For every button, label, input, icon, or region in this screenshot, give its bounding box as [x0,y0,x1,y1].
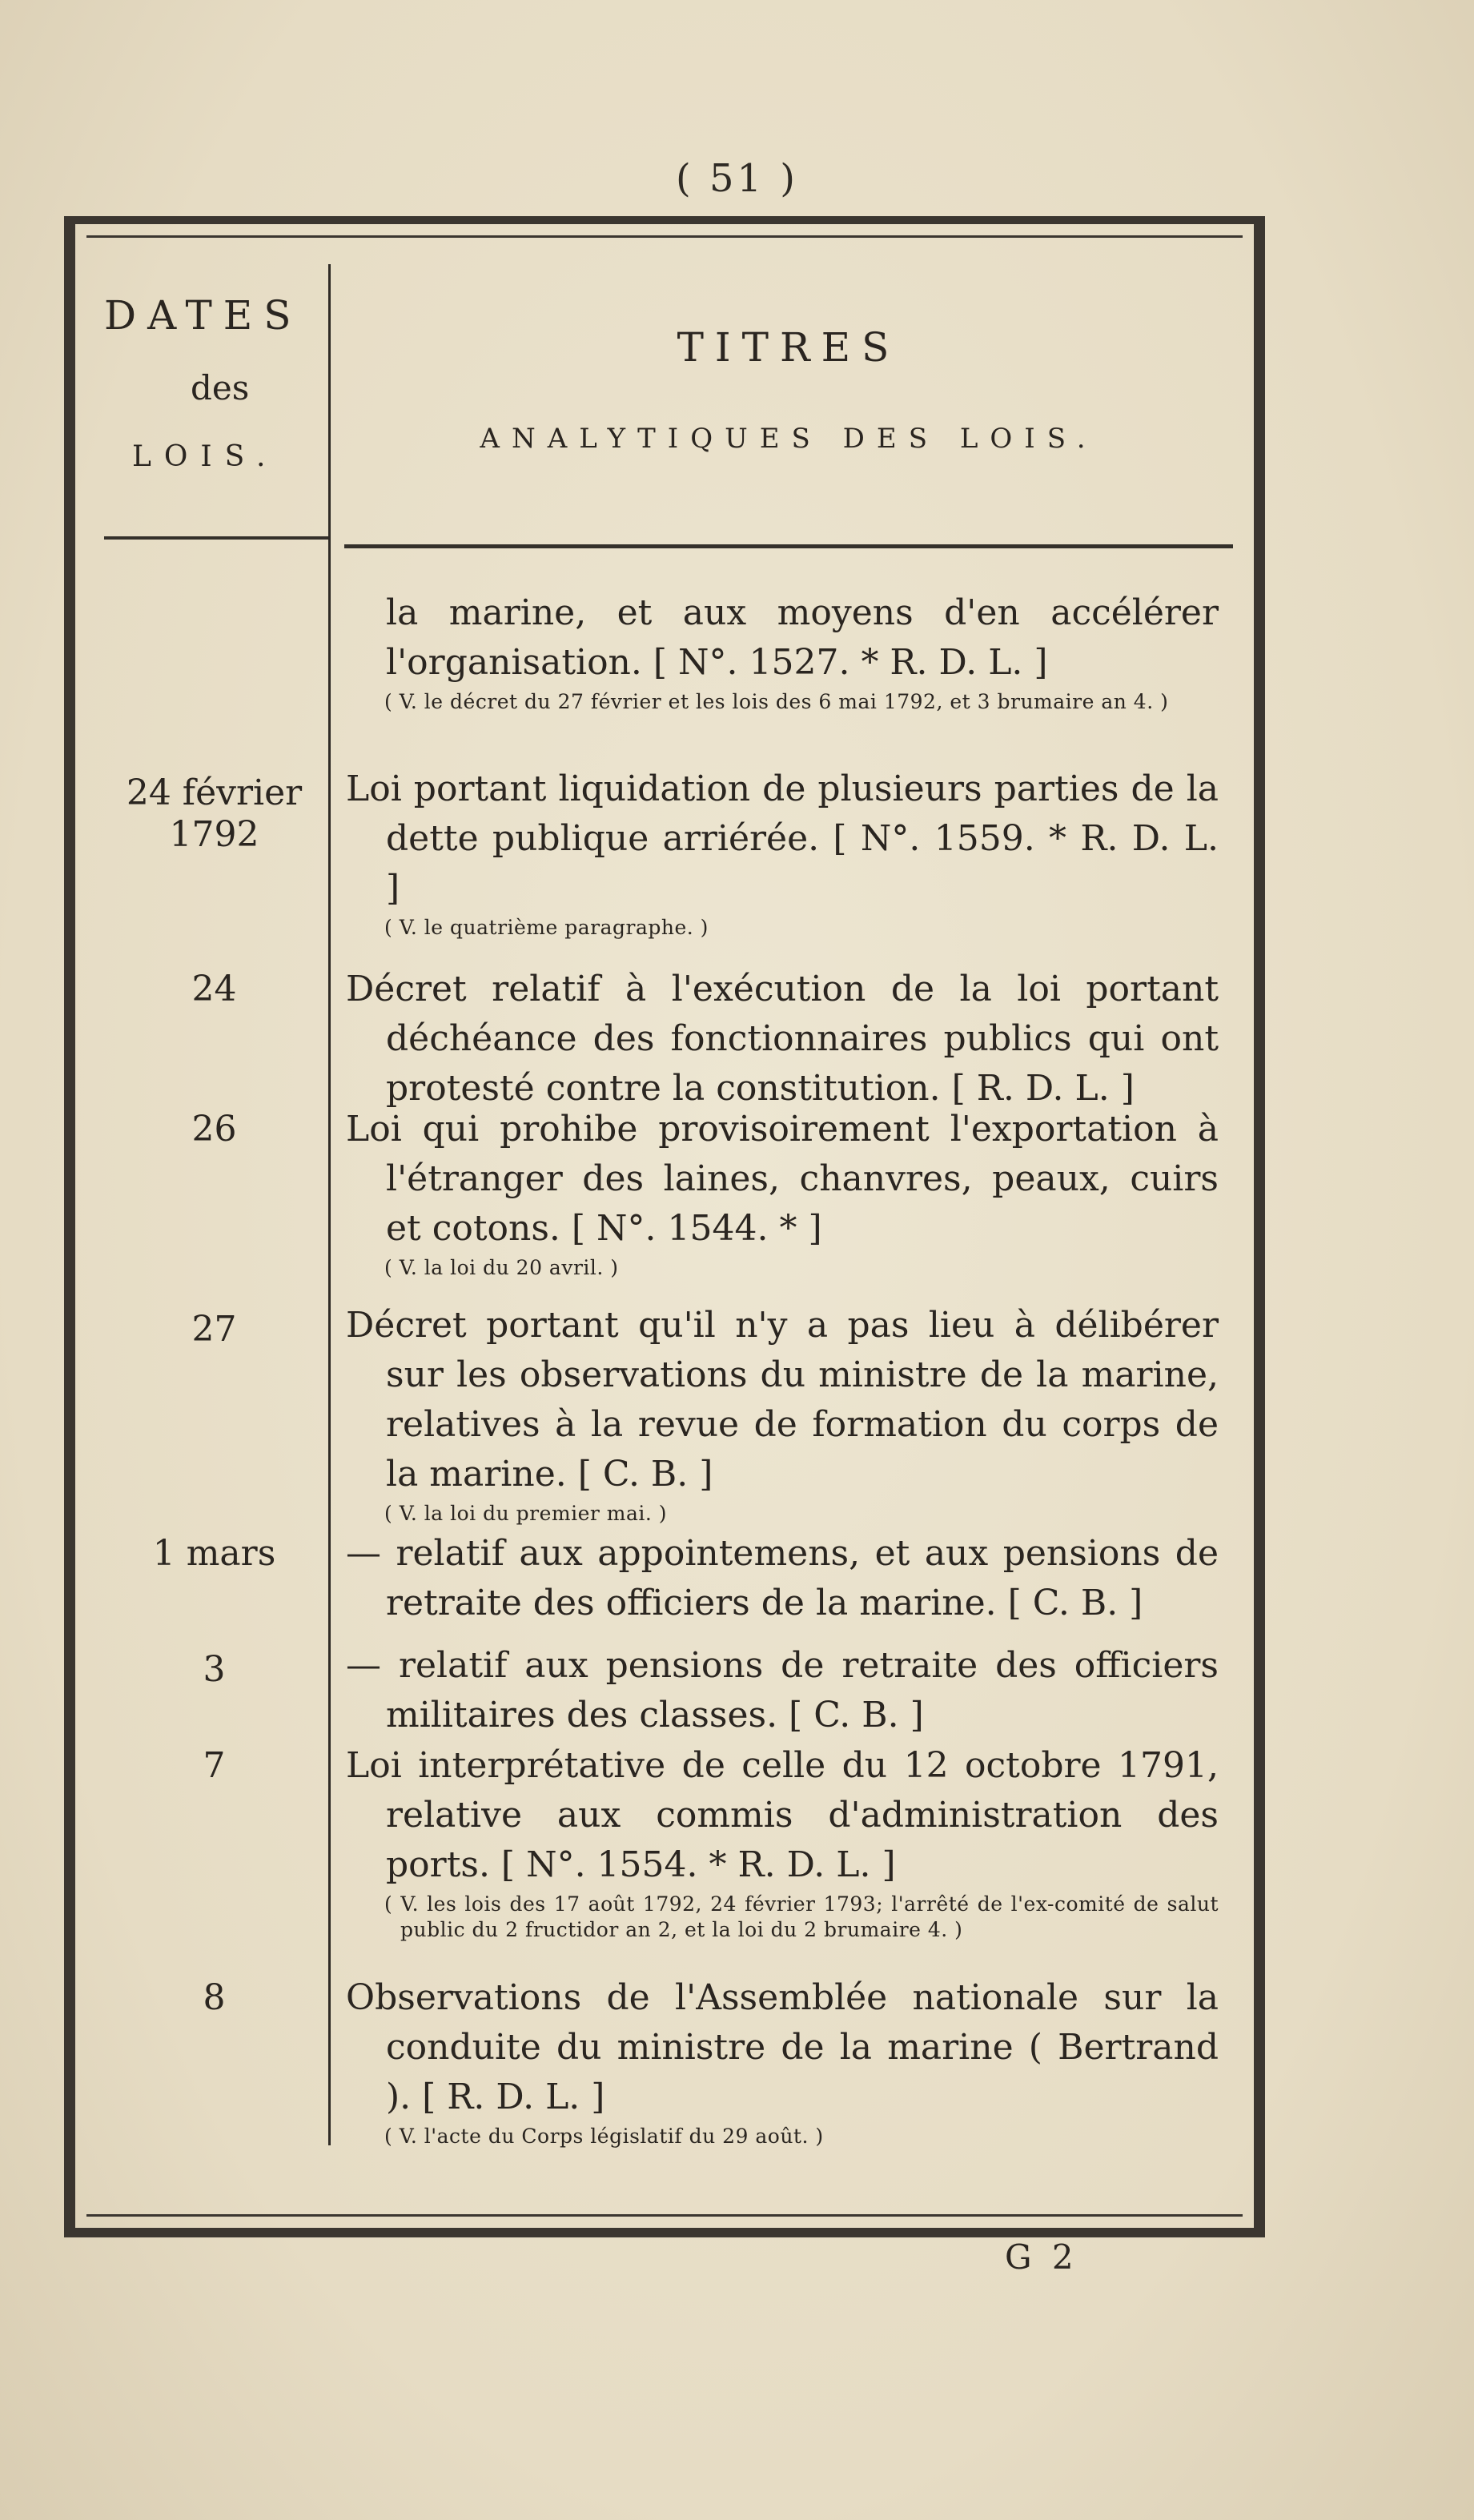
entry-date: 8 [203,1977,226,2018]
entry-date: 27 [191,1309,237,1350]
table-row [346,1301,1219,1527]
table-row [346,764,1219,941]
entry-title: — relatif aux appointemens, et aux pensions de retraite des officiers de la marine. [ C. B. ] [346,1533,1219,1623]
table-row [346,1105,1219,1281]
table-row [346,1973,1219,2149]
entry-note: ( V. les lois des 17 août 1792, 24 février 1793; l'arrêté de l'ex-comité de salut public du 2 fructidor an 2, et la loi du 2 brumaire 4. ) [384,1892,1219,1941]
entry-title: la marine, et aux moyens d'en accélérer l'organisation. [ N°. 1527. * R. D. L. ] [386,592,1219,683]
entry-title: Loi qui prohibe provisoirement l'exportation à l'étranger des laines, chanvres, peaux, cuirs et cotons. [ N°. 1544. * ] [346,1109,1219,1249]
entry-title: Observations de l'Assemblée nationale sur la conduite du ministre de la marine ( Bertrand ). [ R. D. L. ] [346,1977,1219,2117]
entry-date: 26 [191,1109,237,1150]
header-analytiques: ANALYTIQUES DES LOIS. [480,423,1098,455]
table-row [346,588,1219,715]
entry-date: 7 [203,1745,226,1786]
table-row [346,965,1219,1114]
entry-note: ( V. le décret du 27 février et les lois des 6 mai 1792, et 3 brumaire an 4. ) [384,690,1169,713]
entry-title: Loi portant liquidation de plusieurs parties de la dette publique arriérée. [ N°. 1559. * R. D. L. ] [346,768,1219,909]
header-dates: DATES [104,292,303,339]
entry-title: Décret relatif à l'exécution de la loi portant déchéance des fonctionnaires publics qui ont protesté contre la constitution. [ R. D. L. ] [346,969,1219,1109]
table-row [346,1741,1219,1943]
header-rule-left [104,536,328,540]
header-lois: LOIS. [132,440,279,473]
header-des: des [191,368,250,407]
column-divider [328,264,331,2145]
header-titres: TITRES [677,324,901,371]
entry-date: 1 mars [152,1533,276,1574]
entry-note: ( V. l'acte du Corps législatif du 29 août. ) [384,2125,824,2148]
table-row [346,1529,1219,1628]
signature-mark: G 2 [1005,2237,1078,2277]
page-number: ( 51 ) [675,156,799,201]
entry-date: 24 [191,969,237,1009]
entry-title: Loi interprétative de celle du 12 octobre 1791, relative aux commis d'administration des ports. [ N°. 1554. * R. D. L. ] [346,1745,1219,1885]
entry-title: — relatif aux pensions de retraite des officiers militaires des classes. [ C. B. ] [346,1645,1219,1736]
entry-note: ( V. la loi du 20 avril. ) [384,1256,619,1279]
header-rule-right [344,544,1233,548]
entry-date: 3 [203,1649,226,1690]
entry-title: Décret portant qu'il n'y a pas lieu à délibérer sur les observations du ministre de la marine, relatives à la revue de formation du corps de la marine. [ C. B. ] [346,1305,1219,1495]
entry-note: ( V. le quatrième paragraphe. ) [384,916,709,939]
entry-date: 24 février 1792 [126,772,303,855]
entry-note: ( V. la loi du premier mai. ) [384,1502,668,1525]
table-row [346,1641,1219,1740]
